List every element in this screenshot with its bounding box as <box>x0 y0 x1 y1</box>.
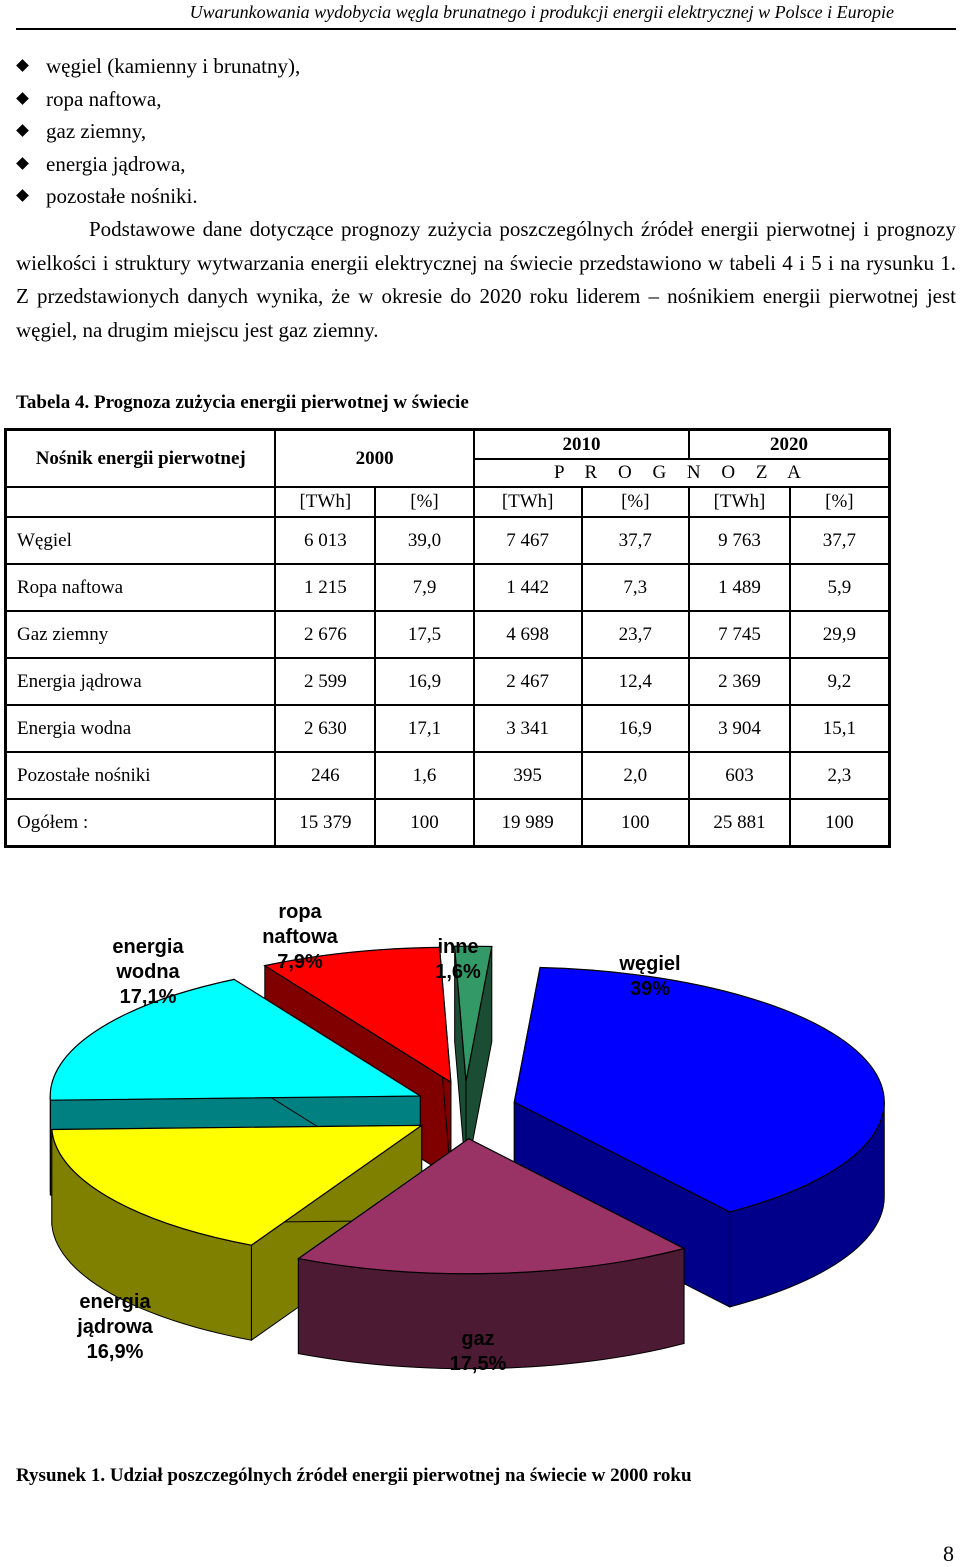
cell-value: 7,9 <box>375 564 474 611</box>
unit-twh: [TWh] <box>275 487 375 517</box>
cell-value: 39,0 <box>375 517 474 564</box>
table-caption: Tabela 4. Prognoza zużycia energii pierwotnej w świecie <box>16 392 469 414</box>
cell-value: 1 489 <box>689 564 790 611</box>
cell-value: 37,7 <box>790 517 890 564</box>
table-row <box>6 705 890 752</box>
forecast-table <box>4 428 891 848</box>
pie-slice-label-line: naftowa <box>262 926 338 948</box>
list-item-text: pozostałe nośniki. <box>46 184 198 208</box>
pie-slice-label-line: 16,9% <box>87 1341 144 1363</box>
cell-value: 12,4 <box>582 658 690 705</box>
cell-value: 2 630 <box>275 705 375 752</box>
cell-value: 7 745 <box>689 611 790 658</box>
unit-pct: [%] <box>375 487 474 517</box>
cell-value: 29,9 <box>790 611 890 658</box>
cell-value: 603 <box>689 752 790 799</box>
cell-name: Ropa naftowa <box>6 564 276 611</box>
cell-name: Energia wodna <box>6 705 276 752</box>
pie-chart <box>0 890 960 1450</box>
cell-value: 25 881 <box>689 799 790 847</box>
cell-value: 2 467 <box>474 658 582 705</box>
unit-twh: [TWh] <box>474 487 582 517</box>
diamond-bullet-icon <box>16 157 29 170</box>
running-header <box>16 0 956 30</box>
list-item-text: węgiel (kamienny i brunatny), <box>46 54 300 78</box>
table-row <box>6 517 890 564</box>
header-blank <box>6 487 276 517</box>
cell-name: Pozostałe nośniki <box>6 752 276 799</box>
page-number: 8 <box>943 1541 954 1567</box>
cell-value: 1 215 <box>275 564 375 611</box>
list-item <box>16 83 300 116</box>
header-year-2000: 2000 <box>275 430 473 488</box>
pie-slice-label-line: energia <box>79 1291 151 1313</box>
cell-value: 100 <box>582 799 690 847</box>
unit-twh: [TWh] <box>689 487 790 517</box>
header-year-2010: 2010 <box>474 430 689 460</box>
pie-slice-label <box>76 1291 153 1363</box>
cell-value: 23,7 <box>582 611 690 658</box>
table-row <box>6 658 890 705</box>
cell-value: 6 013 <box>275 517 375 564</box>
pie-slice-label-line: węgiel <box>618 953 680 975</box>
cell-value: 17,5 <box>375 611 474 658</box>
cell-name: Ogółem : <box>6 799 276 847</box>
pie-slice-label-line: 17,5% <box>450 1353 507 1375</box>
diamond-bullet-icon <box>16 59 29 72</box>
table-row <box>6 752 890 799</box>
body-paragraph: Podstawowe dane dotyczące prognozy zużycia poszczególnych źródeł energii pierwotnej i prognozy wielkości i struktury wytwarzania energii elektrycznej na świecie przedstawiono w tabeli 4 i 5 i na rysunku 1. Z przedstawionych danych wynika, że w okresie do 2020 roku liderem – nośnikiem energii pierwotnej jest węgiel, na drugim miejscu jest gaz ziemny. <box>16 213 956 347</box>
cell-value: 16,9 <box>375 658 474 705</box>
cell-value: 5,9 <box>790 564 890 611</box>
unit-pct: [%] <box>790 487 890 517</box>
cell-value: 7 467 <box>474 517 582 564</box>
list-item-text: ropa naftowa, <box>46 87 161 111</box>
pie-slice-label-line: 7,9% <box>277 951 323 973</box>
header-year-2020: 2020 <box>689 430 889 460</box>
cell-value: 3 904 <box>689 705 790 752</box>
table-total-row <box>6 799 890 847</box>
cell-value: 100 <box>790 799 890 847</box>
pie-slice-label <box>112 936 184 1008</box>
list-item <box>16 115 300 148</box>
cell-value: 15 379 <box>275 799 375 847</box>
diamond-bullet-icon <box>16 124 29 137</box>
cell-value: 2 676 <box>275 611 375 658</box>
cell-value: 1 442 <box>474 564 582 611</box>
table-row <box>6 611 890 658</box>
cell-value: 2,3 <box>790 752 890 799</box>
header-forecast: P R O G N O Z A <box>474 459 890 487</box>
figure-caption: Rysunek 1. Udział poszczególnych źródeł energii pierwotnej na świecie w 2000 roku <box>16 1465 692 1487</box>
cell-name: Gaz ziemny <box>6 611 276 658</box>
cell-value: 7,3 <box>582 564 690 611</box>
cell-name: Węgiel <box>6 517 276 564</box>
bullet-list <box>16 50 300 213</box>
cell-value: 2,0 <box>582 752 690 799</box>
unit-pct: [%] <box>582 487 690 517</box>
cell-value: 9,2 <box>790 658 890 705</box>
cell-value: 17,1 <box>375 705 474 752</box>
diamond-bullet-icon <box>16 92 29 105</box>
cell-value: 246 <box>275 752 375 799</box>
cell-value: 395 <box>474 752 582 799</box>
pie-slice-label-line: inne <box>437 936 478 958</box>
pie-slice-label-line: wodna <box>115 961 180 983</box>
table-row <box>6 564 890 611</box>
cell-value: 15,1 <box>790 705 890 752</box>
pie-slice-label-line: 17,1% <box>120 986 177 1008</box>
list-item-text: energia jądrowa, <box>46 152 186 176</box>
running-header-title: Uwarunkowania wydobycia węgla brunatnego i produkcji energii elektrycznej w Polsce i Europie <box>190 2 894 22</box>
list-item <box>16 148 300 181</box>
cell-value: 3 341 <box>474 705 582 752</box>
cell-value: 1,6 <box>375 752 474 799</box>
cell-value: 9 763 <box>689 517 790 564</box>
cell-name: Energia jądrowa <box>6 658 276 705</box>
cell-value: 19 989 <box>474 799 582 847</box>
pie-slice-label-line: energia <box>112 936 184 958</box>
pie-slice-label-line: 39% <box>630 978 670 1000</box>
pie-slice-label-line: ropa <box>278 901 322 923</box>
diamond-bullet-icon <box>16 189 29 202</box>
cell-value: 2 599 <box>275 658 375 705</box>
cell-value: 100 <box>375 799 474 847</box>
list-item <box>16 180 300 213</box>
cell-value: 2 369 <box>689 658 790 705</box>
list-item <box>16 50 300 83</box>
pie-slice-label-line: 1,6% <box>435 961 481 983</box>
pie-slice-label-line: gaz <box>461 1328 494 1350</box>
cell-value: 4 698 <box>474 611 582 658</box>
pie-slice-label-line: jądrowa <box>76 1316 153 1338</box>
header-carrier: Nośnik energii pierwotnej <box>6 430 276 488</box>
cell-value: 37,7 <box>582 517 690 564</box>
list-item-text: gaz ziemny, <box>46 119 146 143</box>
cell-value: 16,9 <box>582 705 690 752</box>
